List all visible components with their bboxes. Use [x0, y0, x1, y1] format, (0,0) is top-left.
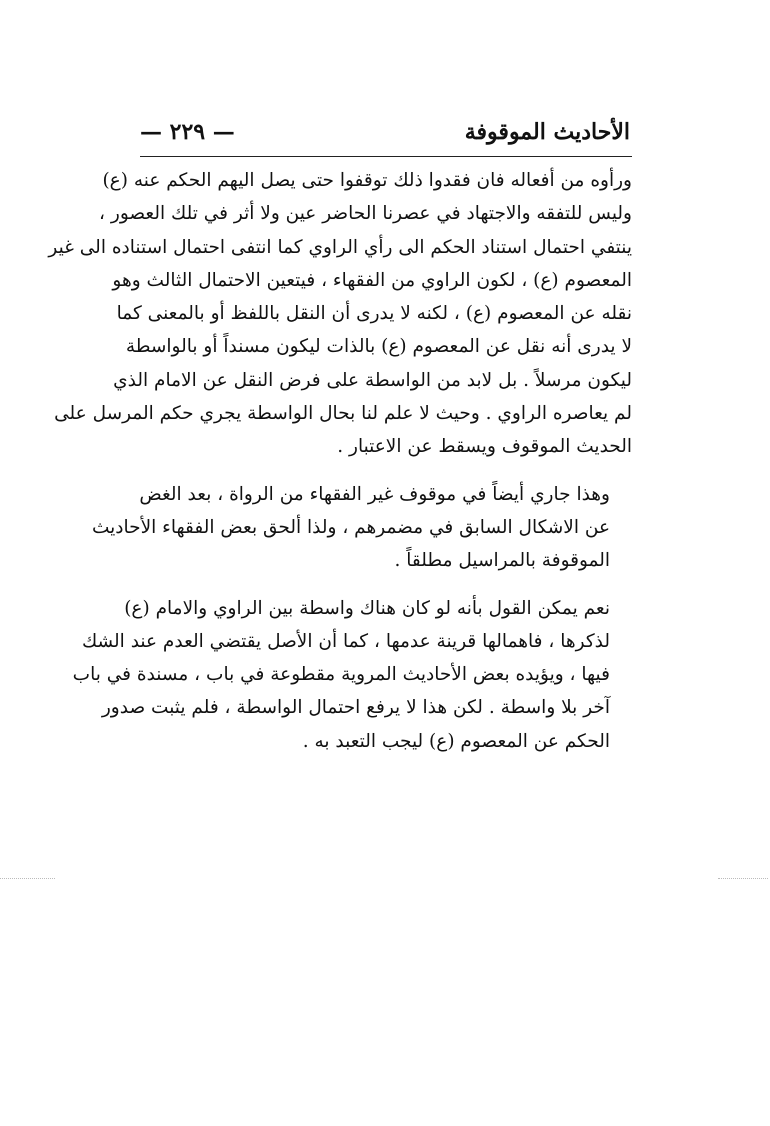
scan-edge-mark	[718, 878, 768, 879]
text-line: لذكرها ، فاهمالها قرينة عدمها ، كما أن الأصل يقتضي العدم عند الشك	[81, 630, 610, 652]
scan-edge-mark	[0, 878, 55, 879]
text-line: نعم يمكن القول بأنه لو كان هناك واسطة بين الراوي والامام (ع)	[124, 597, 610, 619]
text-line: ليكون مرسلاً . بل لابد من الواسطة على فرض النقل عن الامام الذي	[113, 369, 632, 391]
text-line: وليس للتفقه والاجتهاد في عصرنا الحاضر عين ولا أثر في تلك العصور ،	[99, 203, 632, 225]
paragraph-1	[48, 164, 632, 464]
text-line: ينتفي احتمال استناد الحكم الى رأي الراوي كما انتفى احتمال استناده الى غير	[48, 236, 632, 258]
page-number: — ٢٢٩ —	[140, 119, 235, 145]
text-line: وهذا جاري أيضاً في موقوف غير الفقهاء من الرواة ، بعد الغض	[139, 483, 610, 505]
text-line: الحكم عن المعصوم (ع) ليجب التعبد به .	[302, 730, 610, 752]
text-line: ورأوه من أفعاله فان فقدوا ذلك توقفوا حتى يصل اليهم الحكم عنه (ع)	[102, 170, 632, 191]
running-head: الأحاديث الموقوفة	[464, 119, 630, 145]
text-line: الموقوفة بالمراسيل مطلقاً .	[394, 550, 610, 572]
text-line: فيها ، ويؤيده بعض الأحاديث المروية مقطوعة في باب ، مسندة في باب	[72, 664, 610, 686]
header-rule	[140, 156, 632, 157]
page-header	[140, 116, 630, 152]
text-line: لم يعاصره الراوي . وحيث لا علم لنا بحال الواسطة يجري حكم المرسل على	[54, 403, 632, 425]
text-line: عن الاشكال السابق في مضمرهم ، ولذا ألحق بعض الفقهاء الأحاديث	[91, 516, 610, 538]
text-line: لا يدرى أنه نقل عن المعصوم (ع) بالذات ليكون مسنداً أو بالواسطة	[125, 336, 632, 358]
text-line: الحديث الموقوف ويسقط عن الاعتبار .	[337, 436, 632, 458]
text-line: المعصوم (ع) ، لكون الراوي من الفقهاء ، فيتعين الاحتمال الثالث وهو	[112, 269, 632, 291]
text-line: آخر بلا واسطة . لكن هذا لا يرفع احتمال الواسطة ، فلم يثبت صدور	[101, 697, 610, 719]
paragraph-3	[72, 592, 632, 758]
body-text	[48, 164, 632, 758]
text-line: نقله عن المعصوم (ع) ، لكنه لا يدرى أن النقل باللفظ أو بالمعنى كما	[116, 303, 632, 325]
paragraph-2	[91, 478, 632, 578]
